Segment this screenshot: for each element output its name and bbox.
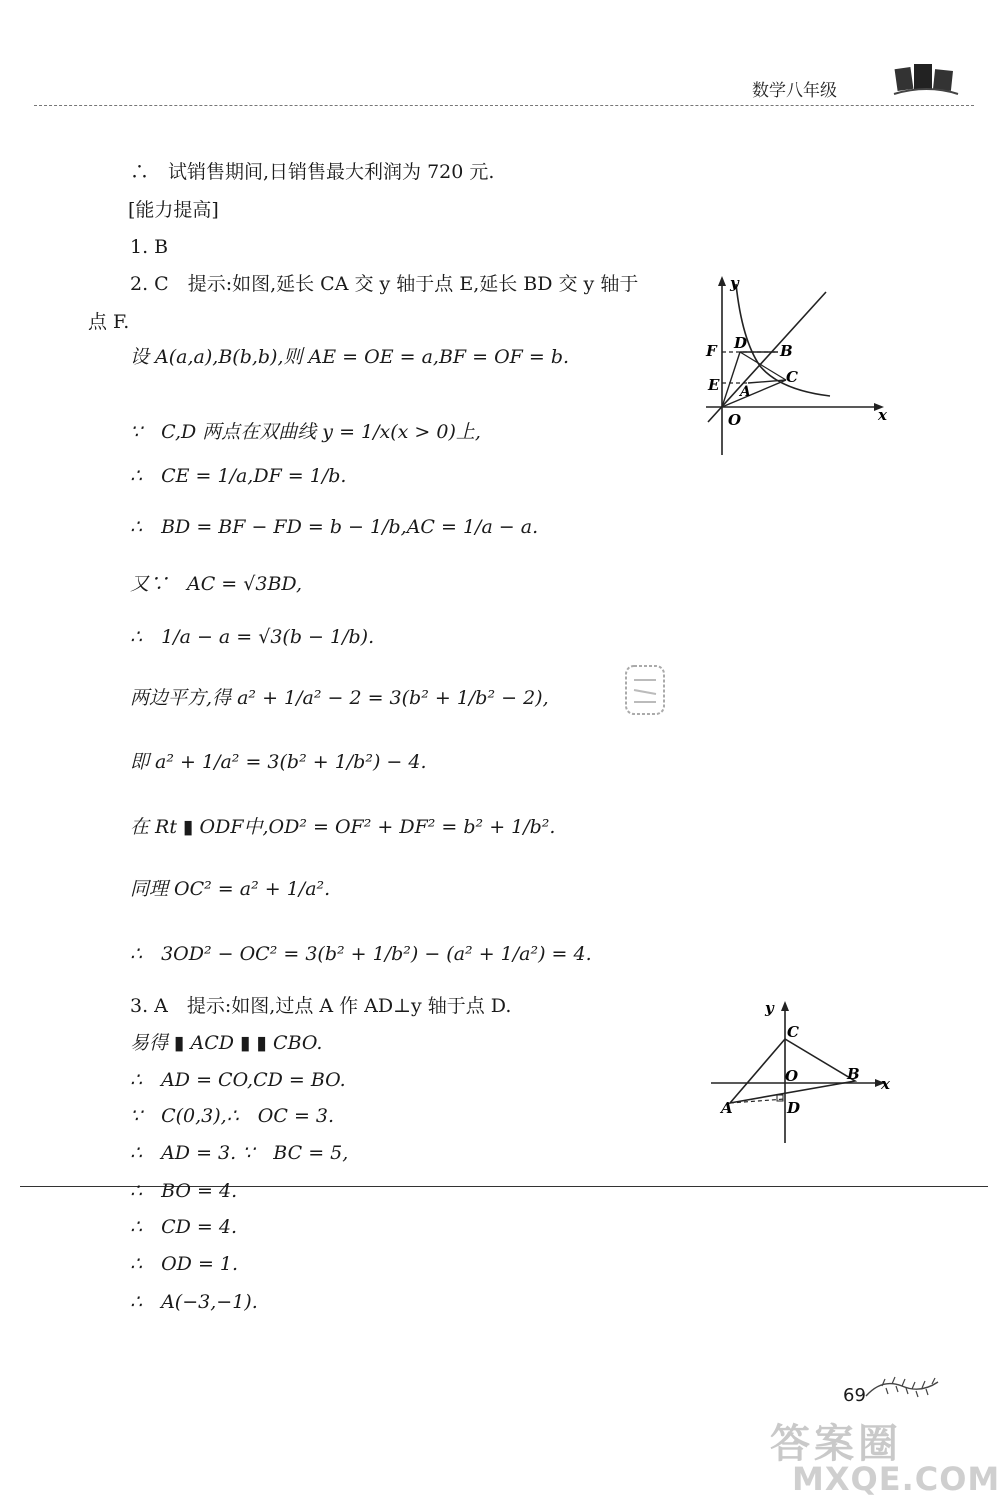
text-line-14: 在 Rt ▮ ODF中,OD² = OF² + DF² = b² + 1/b².: [130, 816, 556, 838]
header-rule: [34, 105, 974, 106]
text-line-18: 易得 ▮ ACD ▮ ▮ CBO.: [130, 1032, 323, 1054]
text-line-19: ∴ AD = CO,CD = BO.: [130, 1069, 346, 1091]
fig1-label-x: x: [878, 406, 887, 424]
text-line-22: ∴ BO = 4.: [130, 1180, 238, 1202]
fig2-label-B: B: [847, 1065, 860, 1083]
text-line-25: ∴ A(−3,−1).: [130, 1291, 258, 1313]
watermark-url: MXQE.COM: [792, 1460, 1000, 1498]
fig2-label-x: x: [881, 1075, 890, 1093]
text-line-12: 两边平方,得 a² + 1/a² − 2 = 3(b² + 1/b² − 2),: [130, 687, 549, 709]
text-line-21: ∴ AD = 3. ∵ BC = 5,: [130, 1142, 349, 1164]
header-subject: 数学八年级: [752, 81, 837, 101]
header-logo-icon: [892, 54, 962, 98]
text-line-1: ∴ 试销售期间,日销售最大利润为 720 元.: [130, 161, 495, 183]
text-line-16: ∴ 3OD² − OC² = 3(b² + 1/b²) − (a² + 1/a²) = 4.: [130, 943, 592, 965]
fig1-label-D: D: [734, 334, 748, 352]
text-line-7: ∵ C,D 两点在双曲线 y = 1/x(x > 0)上,: [130, 421, 481, 443]
text-line-6: 设 A(a,a),B(b,b),则 AE = OE = a,BF = OF = b.: [130, 346, 570, 368]
text-line-10: 又∵ AC = √3BD,: [130, 573, 303, 595]
text-line-20: ∵ C(0,3),∴ OC = 3.: [130, 1105, 335, 1127]
answer-1: 1. B: [130, 236, 169, 258]
fig1-label-B: B: [780, 342, 793, 360]
text-line-13: 即 a² + 1/a² = 3(b² + 1/b²) − 4.: [130, 751, 427, 773]
page-number: 69: [843, 1385, 866, 1406]
fig1-label-y: y: [730, 274, 739, 292]
text-line-9: ∴ BD = BF − FD = b − 1/b,AC = 1/a − a.: [130, 516, 539, 538]
text-line-24: ∴ OD = 1.: [130, 1253, 239, 1275]
section-heading: [能力提高]: [128, 199, 219, 221]
fig1-label-C: C: [786, 368, 798, 386]
fig1-label-A: A: [740, 384, 751, 400]
text-line-23: ∴ CD = 4.: [130, 1216, 237, 1238]
answer-2-hint: 2. C 提示:如图,延长 CA 交 y 轴于点 E,延长 BD 交 y 轴于: [130, 273, 639, 295]
figure-hyperbola: [700, 270, 900, 465]
fern-ornament-icon: [862, 1372, 942, 1402]
fig2-label-A: A: [721, 1099, 733, 1117]
fig1-label-O: O: [728, 411, 742, 429]
figure-triangle: [705, 995, 900, 1145]
fig2-label-D: D: [787, 1099, 801, 1117]
fig2-label-C: C: [787, 1023, 799, 1041]
text-line-8: ∴ CE = 1/a,DF = 1/b.: [130, 465, 347, 487]
fig2-label-O: O: [785, 1067, 799, 1085]
stamp-mark-icon: [620, 660, 670, 720]
answer-2-hint-cont: 点 F.: [88, 311, 130, 333]
fig1-label-E: E: [708, 376, 720, 394]
answer-3-hint: 3. A 提示:如图,过点 A 作 AD⊥y 轴于点 D.: [130, 995, 512, 1017]
fig2-label-y: y: [765, 999, 774, 1017]
fig1-label-F: F: [706, 342, 717, 360]
text-line-15: 同理 OC² = a² + 1/a².: [130, 878, 331, 900]
watermark-logo: 答案圈: [770, 1421, 902, 1467]
text-line-11: ∴ 1/a − a = √3(b − 1/b).: [130, 626, 375, 648]
